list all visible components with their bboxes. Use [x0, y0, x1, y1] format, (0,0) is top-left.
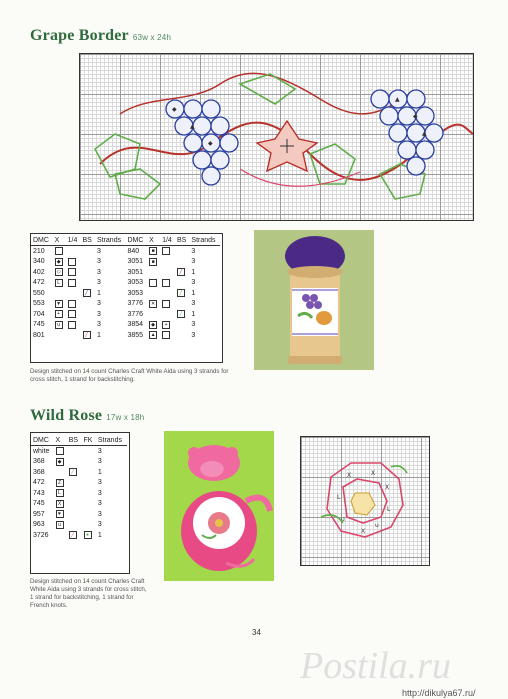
symbol-swatch [162, 247, 170, 255]
symbol-swatch [68, 279, 76, 287]
key-header-dmc: DMC [31, 236, 53, 246]
strand-count: 3 [96, 310, 101, 318]
key-header-strands: Strands [96, 436, 127, 446]
rose-pincushion-photo [164, 431, 274, 581]
svg-text:X: X [361, 528, 366, 535]
svg-text:L: L [387, 506, 391, 513]
grape-key-table [31, 236, 220, 341]
strand-count: 3 [191, 247, 196, 255]
rose-pincushion-image [164, 431, 274, 581]
dmc-code: 3051 [127, 268, 144, 276]
dmc-code: 3726 [33, 531, 49, 539]
key-header-x: X [53, 236, 66, 246]
table-row [31, 446, 127, 457]
table-row [31, 530, 127, 541]
symbol-swatch: ◆ [149, 321, 157, 329]
strand-count: 3 [96, 300, 101, 308]
table-row [31, 488, 127, 499]
strand-count: 3 [97, 458, 102, 466]
strand-count: 3 [97, 510, 102, 518]
dmc-code: 3053 [127, 289, 144, 297]
table-row [31, 478, 127, 489]
backstitch-swatch: ╱ [69, 531, 77, 539]
symbol-swatch [162, 279, 170, 287]
strand-count: 1 [96, 331, 101, 339]
symbol-swatch: ◆ [55, 258, 63, 266]
dmc-code: 3776 [127, 300, 144, 308]
dmc-code: white [33, 447, 50, 455]
grape-dims: 63w x 24h [132, 33, 172, 42]
symbol-swatch [55, 247, 63, 255]
strand-count: 3 [97, 479, 102, 487]
svg-text:◆: ◆ [413, 113, 418, 120]
symbol-swatch [68, 310, 76, 318]
symbol-swatch: ■ [149, 247, 157, 255]
table-row [31, 457, 127, 468]
table-row [31, 278, 220, 289]
dmc-code: 402 [33, 268, 45, 276]
svg-text:X: X [371, 470, 376, 477]
strand-count: 3 [96, 279, 101, 287]
symbol-swatch: u [55, 321, 63, 329]
symbol-swatch [56, 447, 64, 455]
symbol-swatch: + [162, 321, 170, 329]
strand-count: 3 [97, 500, 102, 508]
dmc-code: 745 [33, 500, 45, 508]
strand-count: 1 [191, 289, 196, 297]
backstitch-swatch: ╱ [83, 289, 91, 297]
dmc-code: 3854 [127, 321, 144, 329]
symbol-swatch [162, 331, 170, 339]
strand-count: 3 [96, 258, 101, 266]
symbol-swatch: L [56, 489, 64, 497]
dmc-code: 3776 [127, 310, 144, 318]
symbol-swatch [68, 258, 76, 266]
table-row [31, 288, 220, 299]
symbol-swatch: ▲ [150, 332, 156, 339]
symbol-swatch [149, 279, 157, 287]
rose-key-header-row [31, 436, 127, 446]
strand-count: 3 [191, 331, 196, 339]
table-row [31, 309, 220, 320]
symbol-swatch [68, 268, 76, 276]
strand-count: 3 [96, 321, 101, 329]
rose-chart-motif [301, 437, 429, 565]
dmc-code: 210 [33, 247, 45, 255]
key-header-fk: FK [82, 436, 96, 446]
strand-count: 3 [96, 247, 101, 255]
strand-count: 1 [191, 310, 196, 318]
svg-text:▲: ▲ [190, 123, 195, 130]
symbol-swatch: ◇ [55, 268, 63, 276]
watermark-url: http://dikulya67.ru/ [402, 688, 476, 698]
backstitch-swatch: ╱ [177, 268, 185, 276]
symbol-swatch [68, 300, 76, 308]
symbol-swatch: + [55, 310, 63, 318]
rose-key-table [31, 436, 127, 541]
strand-count: 3 [97, 521, 102, 529]
svg-text:X: X [385, 484, 390, 491]
dmc-code: 745 [33, 321, 45, 329]
strand-count: 3 [97, 489, 102, 497]
strand-count: 1 [97, 531, 102, 539]
key-header-dmc: DMC [125, 236, 147, 246]
strand-count: 1 [191, 268, 196, 276]
symbol-swatch [162, 300, 170, 308]
table-row [31, 246, 220, 257]
dmc-code: 340 [33, 258, 45, 266]
grape-stitch-note: Design stitched on 14 count Charles Craft White Aida using 3 strands for cross stitch, 1 strand for backstitching. [30, 368, 229, 383]
symbol-swatch: ✕ [150, 300, 156, 307]
table-row [31, 320, 220, 331]
grape-border-chart [79, 53, 474, 221]
grape-title-text: Grape Border [30, 27, 129, 44]
strand-count: 3 [97, 447, 102, 455]
strand-count: 1 [97, 468, 102, 476]
dmc-code: 704 [33, 310, 45, 318]
table-row [31, 467, 127, 478]
symbol-swatch: ■ [149, 258, 157, 266]
grape-key-header-row [31, 236, 220, 246]
dmc-code: 743 [33, 489, 45, 497]
dmc-code: 472 [33, 479, 45, 487]
dmc-code: 553 [33, 300, 45, 308]
strand-count: 1 [96, 289, 101, 297]
key-header-bs: BS [175, 236, 189, 246]
backstitch-swatch: ╱ [83, 331, 91, 339]
table-row [31, 509, 127, 520]
backstitch-swatch: ╱ [177, 310, 185, 318]
table-row [31, 299, 220, 310]
table-row [31, 257, 220, 268]
dmc-code: 957 [33, 510, 45, 518]
strand-count: 3 [191, 321, 196, 329]
dmc-code: 3051 [127, 258, 144, 266]
svg-text:u: u [375, 522, 379, 529]
key-header-x: X [54, 436, 67, 446]
key-header-strands: Strands [95, 236, 125, 246]
svg-text:◆: ◆ [172, 106, 177, 113]
svg-text:X: X [347, 472, 352, 479]
dmc-code: 3053 [127, 279, 144, 287]
dmc-code: 840 [127, 247, 140, 255]
strand-count: 3 [96, 268, 101, 276]
rose-stitch-note: Design stitched on 14 count Charles Craft White Aida using 3 strands for cross stitch, 1 strand for backstitching, 1 strand for French knots. [30, 578, 147, 609]
wild-rose-title [30, 407, 144, 425]
dmc-code: 550 [33, 289, 45, 297]
symbol-swatch: L [55, 279, 63, 287]
table-row [31, 267, 220, 278]
table-row [31, 520, 127, 531]
dmc-code: 472 [33, 279, 45, 287]
key-header-quarter: 1/4 [160, 236, 175, 246]
key-header-strands: Strands [189, 236, 220, 246]
wild-rose-chart [300, 436, 430, 566]
svg-text:u: u [341, 516, 345, 523]
svg-text:▲: ▲ [422, 130, 427, 137]
dmc-code: 368 [33, 458, 45, 466]
dmc-code: 368 [33, 468, 45, 476]
grape-border-title [30, 27, 171, 45]
strand-count: 3 [191, 300, 196, 308]
spool-pincushion-image [254, 230, 374, 370]
key-header-dmc: DMC [31, 436, 54, 446]
symbol-swatch: Z [56, 479, 64, 487]
table-row [31, 499, 127, 510]
watermark-logo: Postila.ru [300, 645, 451, 687]
key-header-bs: BS [67, 436, 82, 446]
backstitch-swatch: ╱ [69, 468, 77, 476]
symbol-swatch: ▼ [56, 300, 62, 307]
symbol-swatch: X [56, 500, 64, 508]
page-number: 34 [252, 628, 261, 637]
symbol-swatch: u [56, 521, 64, 529]
symbol-swatch: ◆ [56, 458, 64, 466]
key-header-bs: BS [81, 236, 95, 246]
table-row [31, 330, 220, 341]
dmc-code: 801 [33, 331, 45, 339]
dmc-code: 3855 [127, 331, 144, 339]
spool-pincushion-photo [254, 230, 374, 370]
strand-count: 3 [191, 258, 196, 266]
backstitch-swatch: ╱ [177, 289, 185, 297]
rose-dims: 17w x 18h [106, 413, 145, 422]
french-knot-swatch: ● [84, 531, 92, 539]
dmc-code: 963 [33, 521, 45, 529]
key-header-x: X [147, 236, 160, 246]
symbol-swatch [68, 321, 76, 329]
svg-text:◆: ◆ [208, 140, 213, 147]
symbol-swatch: ♥ [56, 510, 64, 518]
grape-chart-motif [80, 54, 473, 220]
key-header-quarter: 1/4 [66, 236, 81, 246]
svg-text:L: L [337, 494, 341, 501]
rose-title-text: Wild Rose [30, 407, 103, 424]
strand-count: 3 [191, 279, 196, 287]
svg-text:▲: ▲ [395, 96, 400, 103]
